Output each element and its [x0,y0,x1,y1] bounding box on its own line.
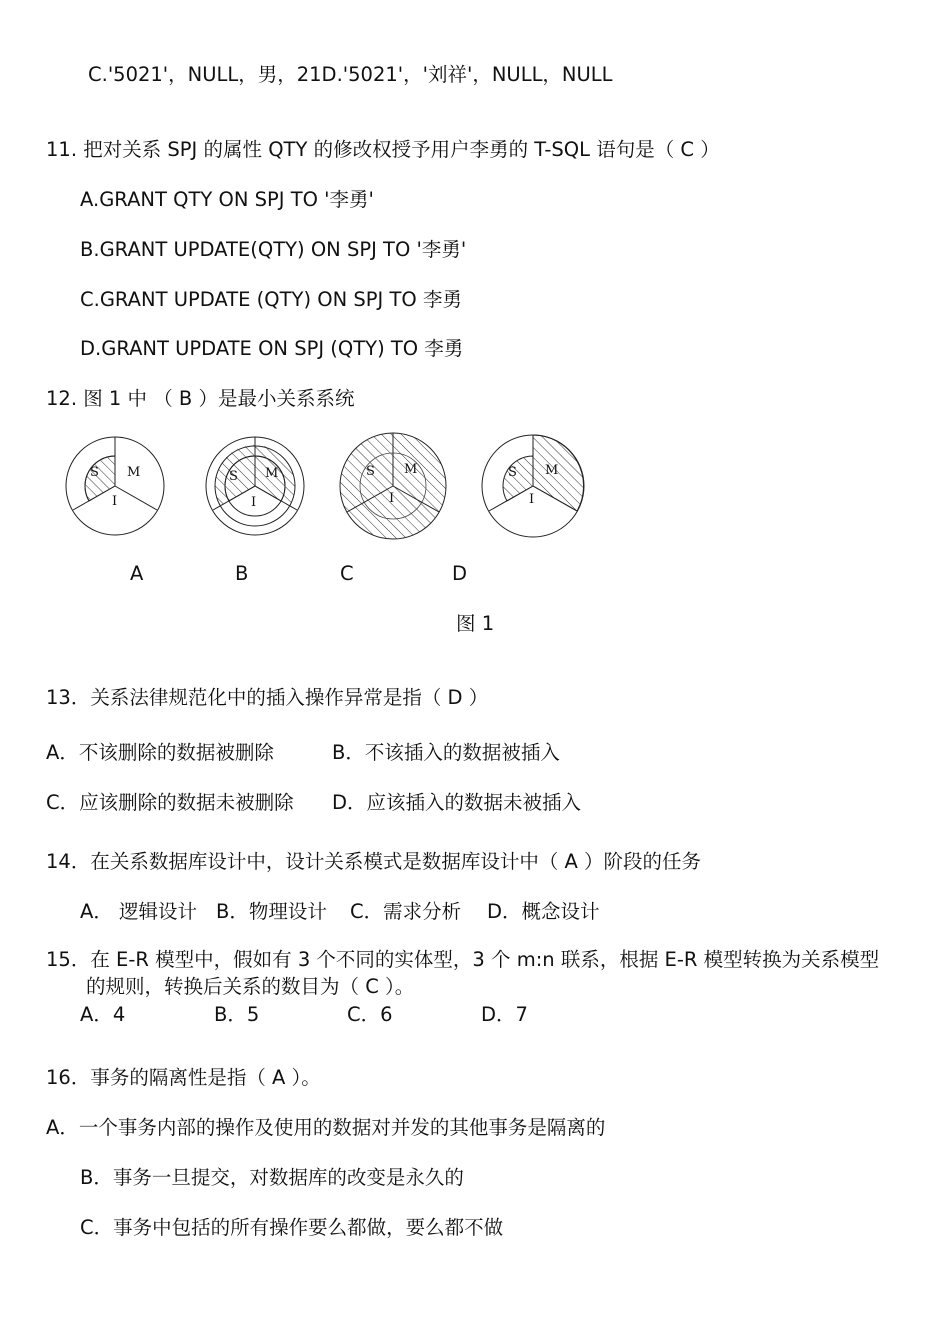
q14-option-a: A． 逻辑设计 [80,900,198,923]
diagram-c-caption: C [340,562,354,585]
diagram-c-label-s: S [366,464,375,479]
diagram-c-label-i: I [389,491,395,506]
diagram-c [340,433,446,539]
q16-option-b: B．事务一旦提交，对数据库的改变是永久的 [80,1166,464,1189]
q16-option-c: C．事务中包括的所有操作要么都做，要么都不做 [80,1216,504,1239]
diagram-b [206,437,304,535]
q14-stem: 14．在关系数据库设计中，设计关系模式是数据库设计中（ A ）阶段的任务 [46,850,702,873]
q15-option-a: A．4 [80,1003,126,1026]
q16-option-a: A．一个事务内部的操作及使用的数据对并发的其他事务是隔离的 [46,1116,606,1139]
figure-caption: 图 1 [456,612,495,635]
diagram-d [482,435,584,537]
diagram-a-label-i: I [112,494,118,509]
q15-stem-line1: 15．在 E-R 模型中，假如有 3 个不同的实体型，3 个 m:n 联系，根据 E-R 模型转换为关系模型 [46,948,880,971]
q11-option-c: C.GRANT UPDATE (QTY) ON SPJ TO 李勇 [80,288,462,311]
q13-option-a: A．不该删除的数据被删除 [46,741,274,764]
diagram-a-caption: A [130,562,144,585]
q11-stem: 11. 把对关系 SPJ 的属性 QTY 的修改权授予用户李勇的 T-SQL 语句是（ C ） [46,138,720,161]
q15-option-b: B．5 [214,1003,260,1026]
diagram-a [66,437,164,535]
q12-stem: 12. 图 1 中 （ B ）是最小关系系统 [46,387,355,410]
diagram-d-label-i: I [529,492,535,507]
q15-option-c: C．6 [347,1003,393,1026]
q11-option-b: B.GRANT UPDATE(QTY) ON SPJ TO '李勇' [80,238,467,261]
q13-option-c: C．应该删除的数据未被删除 [46,791,294,814]
diagram-b-label-s: S [229,469,238,484]
q13-option-b: B．不该插入的数据被插入 [332,741,560,764]
previous-options-cd: C.'5021'，NULL，男，21D.'5021'，'刘祥'，NULL，NULL [88,63,613,86]
q11-option-d: D.GRANT UPDATE ON SPJ (QTY) TO 李勇 [80,337,464,360]
diagram-d-label-m: M [545,463,559,478]
q14-option-c: C．需求分析 [350,900,462,923]
q15-stem-line2: 的规则，转换后关系的数目为（ C ）。 [86,975,415,998]
q15-option-d: D．7 [481,1003,528,1026]
diagram-b-caption: B [235,562,249,585]
diagram-b-label-i: I [251,495,257,510]
q14-option-d: D．概念设计 [487,900,600,923]
diagram-a-label-s: S [90,465,99,480]
diagram-d-caption: D [452,562,468,585]
diagram-a-label-m: M [127,465,141,480]
q13-option-d: D．应该插入的数据未被插入 [332,791,582,814]
q16-stem: 16．事务的隔离性是指（ A ）。 [46,1066,321,1089]
diagram-c-label-m: M [404,462,418,477]
q13-stem: 13．关系法律规范化中的插入操作异常是指（ D ） [46,686,489,709]
diagram-d-label-s: S [508,465,517,480]
figure-1-relational-systems [55,425,615,550]
q14-option-b: B．物理设计 [216,900,327,923]
q11-option-a: A.GRANT QTY ON SPJ TO '李勇' [80,188,374,211]
diagram-b-label-m: M [265,466,279,481]
